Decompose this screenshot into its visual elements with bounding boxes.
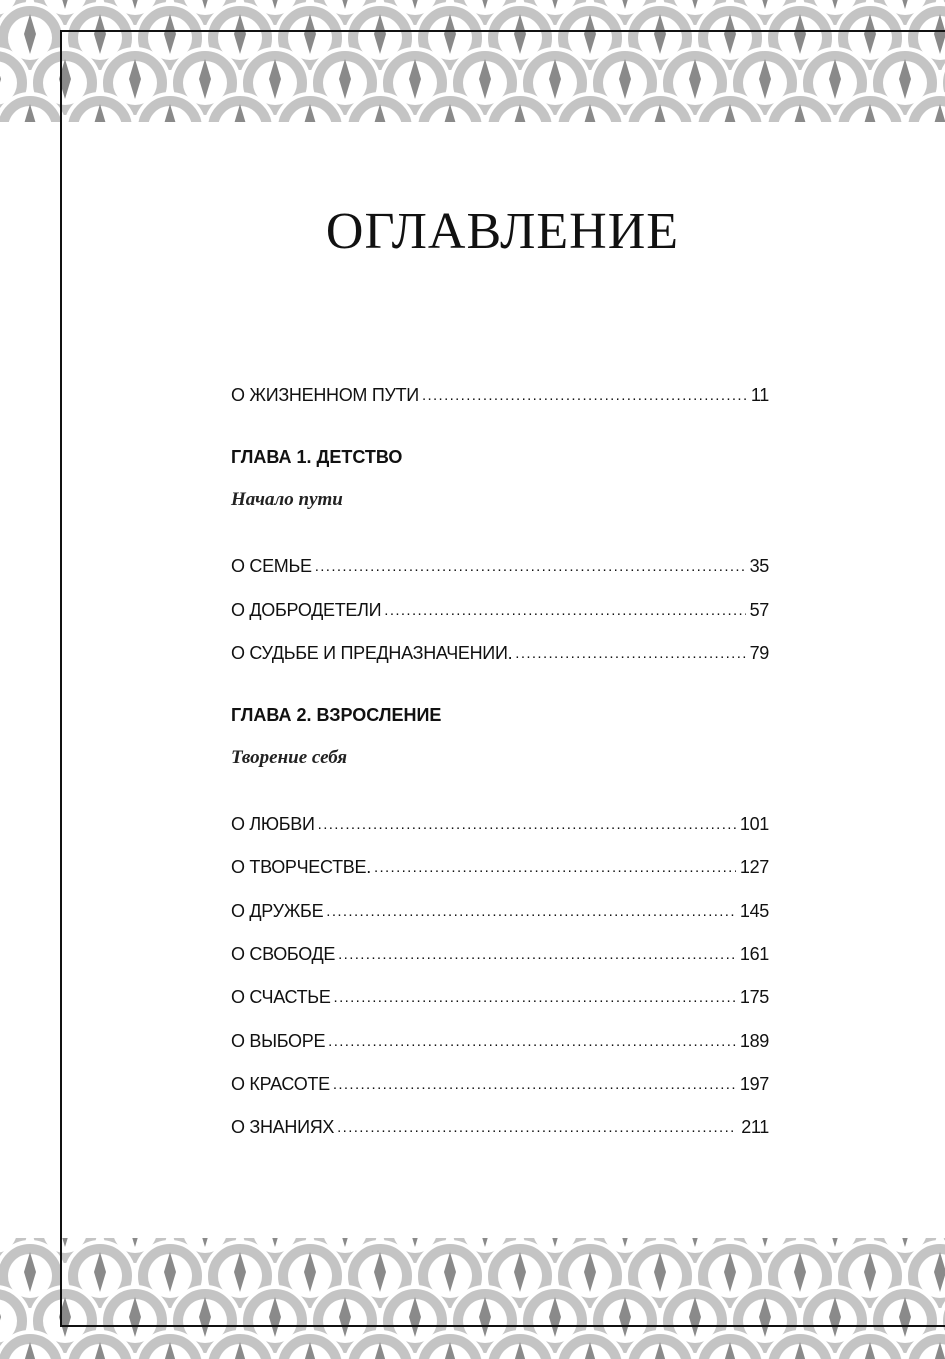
toc-entry[interactable] xyxy=(231,901,769,922)
toc-entry-page: 175 xyxy=(739,987,769,1007)
dot-leader xyxy=(326,903,736,920)
dot-leader xyxy=(374,859,736,876)
chapter-2-title[interactable]: ГЛАВА 2. ВЗРОСЛЕНИЕ xyxy=(231,705,442,725)
dot-leader xyxy=(422,387,747,404)
dot-leader xyxy=(328,1033,736,1050)
toc-entry-page: 35 xyxy=(749,556,769,576)
dot-leader xyxy=(384,602,745,619)
toc-entry-label: О ЛЮБВИ xyxy=(231,814,315,834)
toc-entry-label: О СВОБОДЕ xyxy=(231,944,336,964)
toc-entry-label: О ДОБРОДЕТЕЛИ xyxy=(231,600,382,620)
toc-entry-page: 211 xyxy=(741,1117,769,1137)
dot-leader xyxy=(337,1119,737,1136)
toc-entry-label: О ТВОРЧЕСТВЕ. xyxy=(231,857,371,877)
toc-entry-label: О ЗНАНИЯХ xyxy=(231,1117,335,1137)
dot-leader xyxy=(334,989,736,1006)
decorative-pattern-bottom xyxy=(0,1238,945,1359)
toc-entry-page: 101 xyxy=(739,814,769,834)
toc-entry[interactable] xyxy=(231,643,769,664)
toc-entry[interactable] xyxy=(231,1117,769,1138)
toc-entry[interactable] xyxy=(231,944,769,965)
toc-entry-page: 161 xyxy=(739,944,769,964)
scallop-pattern-icon xyxy=(0,1238,945,1359)
toc-entry-label: О ВЫБОРЕ xyxy=(231,1031,326,1051)
toc-entry-label: О ДРУЖБЕ xyxy=(231,901,324,921)
chapter-2-subtitle: Творение себя xyxy=(231,747,348,768)
toc-entry-label: О КРАСОТЕ xyxy=(231,1074,330,1094)
dot-leader xyxy=(333,1076,736,1093)
toc-entry[interactable] xyxy=(231,987,769,1008)
dot-leader xyxy=(338,946,736,963)
toc-entry-page: 145 xyxy=(739,901,769,921)
toc-entry-page: 79 xyxy=(749,643,769,663)
dot-leader xyxy=(318,816,736,833)
toc-entry-label: О СЧАСТЬЕ xyxy=(231,987,331,1007)
page-title: ОГЛАВЛЕНИЕ xyxy=(325,203,680,260)
toc-entry-intro[interactable] xyxy=(231,385,769,406)
decorative-pattern-top xyxy=(0,0,945,122)
chapter-1-subtitle: Начало пути xyxy=(231,489,343,510)
toc-entry-page: 197 xyxy=(739,1074,769,1094)
toc-entry-page: 11 xyxy=(750,385,769,405)
toc-entry[interactable] xyxy=(231,857,769,878)
dot-leader xyxy=(515,645,745,662)
toc-entry[interactable] xyxy=(231,1031,769,1052)
dot-leader xyxy=(315,558,746,575)
toc-entry-label: О СУДЬБЕ И ПРЕДНАЗНАЧЕНИИ. xyxy=(231,643,513,663)
scallop-pattern-icon xyxy=(0,0,945,122)
toc-entry-page: 57 xyxy=(749,600,769,620)
toc-entry[interactable] xyxy=(231,814,769,835)
toc-entry[interactable] xyxy=(231,600,769,621)
chapter-1-title[interactable]: ГЛАВА 1. ДЕТСТВО xyxy=(231,447,403,467)
toc-entry-page: 189 xyxy=(739,1031,769,1051)
toc-entry-label: О ЖИЗНЕННОМ ПУТИ xyxy=(231,385,419,405)
toc-entry-label: О СЕМЬЕ xyxy=(231,556,312,576)
toc-entry-page: 127 xyxy=(739,857,769,877)
toc-entry[interactable] xyxy=(231,556,769,577)
toc-entry[interactable] xyxy=(231,1074,769,1095)
